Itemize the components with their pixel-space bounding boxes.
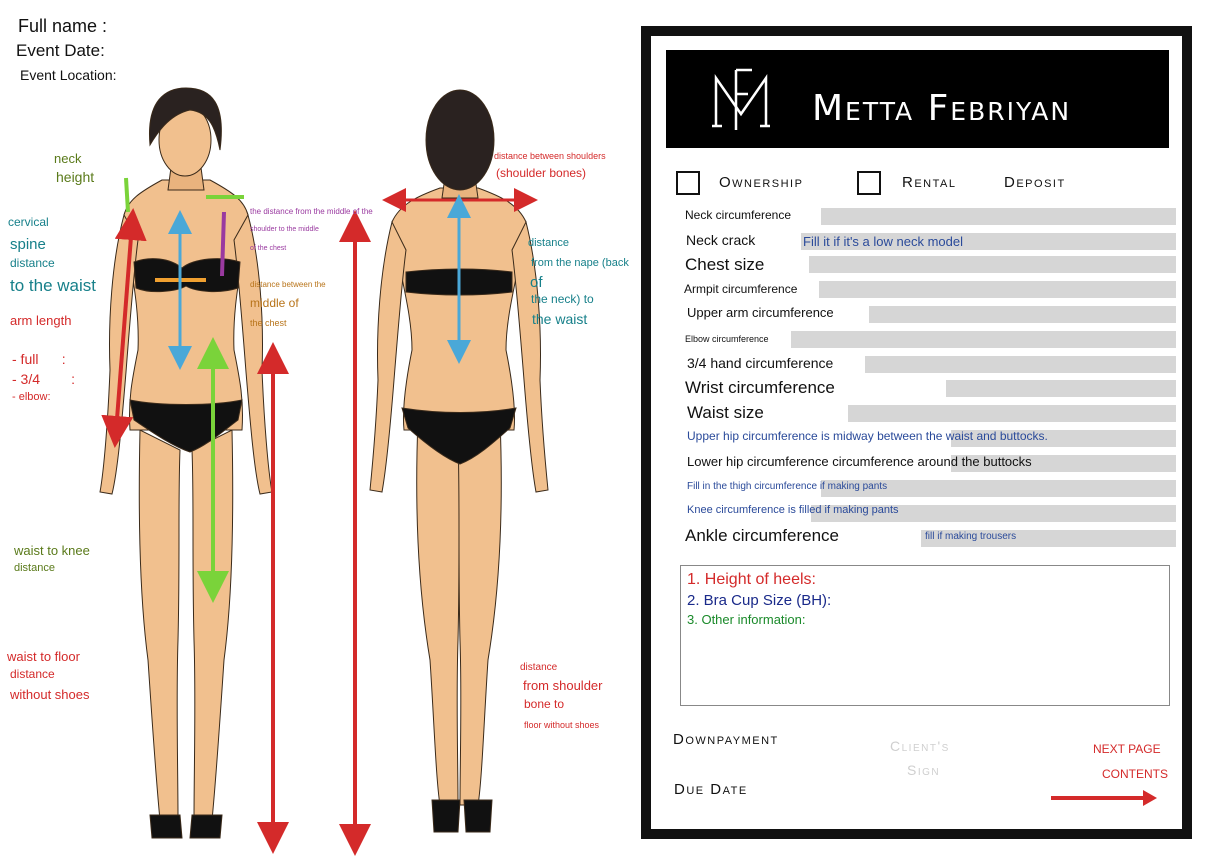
arm-length-label: arm length — [10, 313, 72, 328]
rental-label: Rental — [902, 174, 957, 191]
next-page-arrow-icon[interactable] — [1049, 788, 1159, 808]
elbow-circumference-field[interactable] — [791, 331, 1176, 348]
to-waist-label: to the waist — [10, 276, 96, 295]
wrist-circumference-label: Wrist circumference — [685, 378, 835, 397]
waist-size-label: Waist size — [687, 403, 764, 422]
arm-elbow-label: - elbow: — [12, 391, 51, 403]
neck-crack-label: Neck crack — [686, 232, 756, 248]
thigh-circumference-label: Fill in the thigh circumference if making pants — [687, 481, 888, 492]
arm-three-quarter-label: - 3/4 : — [12, 371, 76, 387]
mid-shoulder-label-1: the distance from the middle of the — [250, 207, 373, 216]
chest-size-label: Chest size — [685, 255, 765, 274]
rental-checkbox[interactable] — [857, 171, 881, 195]
between-chest-label-2: middle of — [250, 296, 299, 310]
waist-floor-label-1: waist to floor — [7, 649, 80, 664]
waist-knee-label-1: waist to knee — [14, 543, 90, 558]
neck-circumference-label: Neck circumference — [685, 208, 792, 222]
downpayment-label: Downpayment — [673, 731, 779, 748]
shoulders-label-2: (shoulder bones) — [496, 166, 587, 180]
elbow-circumference-label: Elbow circumference — [685, 334, 769, 344]
distance-label: distance — [10, 256, 55, 270]
other-info-note: 3. Other information: — [687, 612, 806, 627]
brand-header — [666, 50, 1169, 148]
arm-full-label: - full : — [12, 351, 66, 367]
mid-shoulder-label-2: shoulder to the middle — [250, 226, 319, 233]
waist-size-field[interactable] — [848, 405, 1176, 422]
next-page-label[interactable]: NEXT PAGE — [1093, 742, 1161, 756]
nape-label-5: the waist — [532, 311, 588, 327]
neck-label: neck — [54, 151, 82, 166]
mid-shoulder-label-3: of the chest — [250, 245, 287, 252]
brand-logo-icon — [706, 64, 776, 134]
chest-size-field[interactable] — [809, 256, 1176, 273]
neck-height-marker — [126, 178, 128, 212]
event-location-label: Event Location: — [20, 67, 117, 83]
upper-hip-label: Upper hip circumference is midway between the waist and buttocks. — [687, 429, 1048, 443]
contents-label[interactable]: CONTENTS — [1102, 767, 1168, 781]
waist-floor-label-3: without shoes — [10, 687, 90, 702]
armpit-circumference-field[interactable] — [819, 281, 1176, 298]
waist-knee-label-2: distance — [14, 562, 55, 574]
nape-label-1: distance — [528, 237, 569, 249]
shoulder-bone-label-2: from shoulder — [523, 678, 603, 693]
shoulder-chest-marker — [222, 212, 224, 276]
shoulder-bone-label-3: bone to — [524, 697, 565, 711]
deposit-label: Deposit — [1004, 174, 1066, 191]
full-name-label: Full name : — [18, 16, 108, 36]
heels-note: 1. Height of heels: — [687, 571, 816, 588]
nape-label-2: from the nape (back — [531, 257, 629, 269]
ownership-checkbox[interactable] — [676, 171, 700, 195]
due-date-label: Due Date — [674, 781, 748, 798]
ownership-label: Ownership — [719, 174, 804, 191]
neck-circumference-field[interactable] — [821, 208, 1176, 225]
nape-label-4: the neck) to — [531, 292, 594, 306]
shoulder-bone-label-4: floor without shoes — [524, 720, 600, 730]
wrist-circumference-field[interactable] — [946, 380, 1176, 397]
between-chest-label-3: the chest — [250, 318, 287, 328]
bra-cup-note: 2. Bra Cup Size (BH): — [687, 592, 832, 609]
nape-label-3: of — [530, 274, 543, 291]
upper-arm-circumference-label: Upper arm circumference — [687, 305, 834, 320]
cervical-label: cervical — [8, 215, 49, 229]
ankle-circumference-label: Ankle circumference — [685, 526, 840, 545]
measurement-form — [641, 26, 1192, 839]
notes-box[interactable] — [680, 565, 1170, 706]
brand-name: Metta Febriyan — [812, 88, 1072, 129]
between-chest-label-1: distance between the — [250, 280, 326, 289]
neck-crack-hint: Fill it if it's a low neck model — [803, 234, 963, 249]
upper-arm-circumference-field[interactable] — [869, 306, 1176, 323]
knee-circumference-label: Knee circumference is filled if making pants — [687, 504, 899, 516]
event-date-label: Event Date: — [16, 41, 105, 60]
spine-label: spine — [10, 236, 46, 253]
waist-floor-label-2: distance — [10, 667, 55, 681]
client-sign-label-1: Client's — [890, 738, 950, 754]
lower-hip-label: Lower hip circumference circumference around the buttocks — [687, 454, 1032, 469]
three-quarter-hand-field[interactable] — [865, 356, 1176, 373]
armpit-circumference-label: Armpit circumference — [684, 282, 798, 296]
client-sign-label-2: Sign — [907, 762, 941, 778]
shoulders-label-1: distance between shoulders — [494, 151, 606, 161]
form-body — [651, 36, 1182, 829]
ankle-circumference-hint: fill if making trousers — [925, 531, 1017, 542]
shoulder-bone-label-1: distance — [520, 662, 558, 673]
height-label: height — [56, 169, 95, 185]
three-quarter-hand-label: 3/4 hand circumference — [687, 355, 834, 371]
